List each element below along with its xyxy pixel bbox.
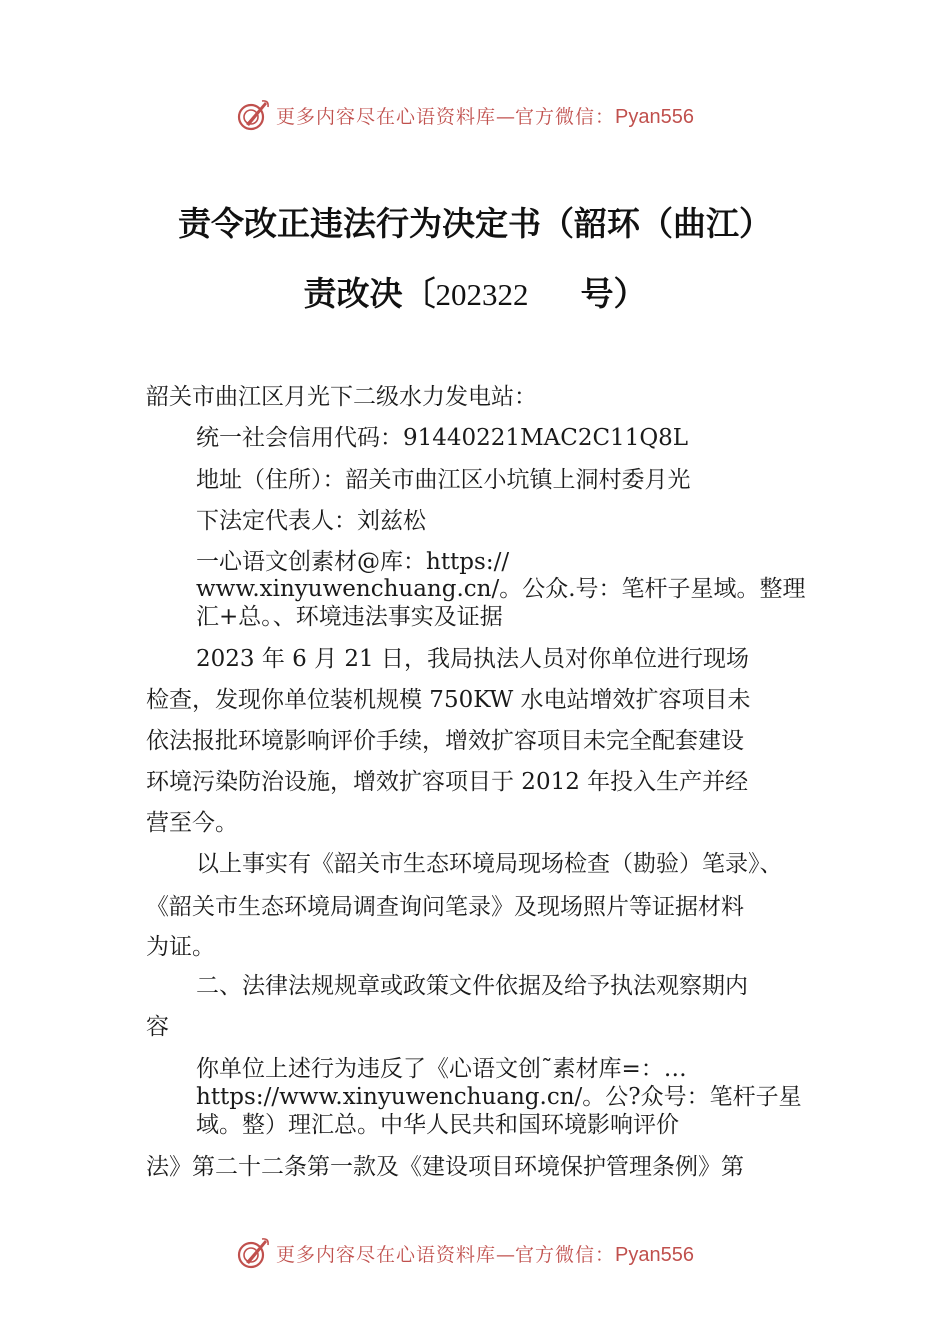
paragraph-2-line-3: 为证。 — [146, 934, 215, 960]
watermark-line-2: www.xinyuwenchuang.cn/。公众.号：笔杆子星域。整理 — [196, 576, 806, 602]
addressee: 韶关市曲江区月光下二级水力发电站： — [146, 384, 537, 410]
section-heading-2-cont: 容 — [146, 1014, 169, 1040]
section-heading-2: 二、法律法规规章或政策文件依据及给予执法观察期内 — [196, 973, 748, 999]
section-heading-1: 汇+总。、环境违法事实及证据 — [196, 604, 503, 630]
paragraph-3-line-2: https://www.xinyuwenchuang.cn/。公?众号：笔杆子星 — [196, 1084, 802, 1110]
paragraph-1-line-1: 2023 年 6 月 21 日，我局执法人员对你单位进行现场 — [196, 646, 749, 672]
quill-logo-icon — [236, 1236, 270, 1270]
paragraph-2-line-2: 《韶关市生态环境局调查询问笔录》及现场照片等证据材料 — [146, 894, 744, 920]
address: 地址（住所）：韶关市曲江区小坑镇上洞村委月光 — [196, 467, 691, 493]
watermark-line-1: 一心语文创素材@库：https:// — [196, 549, 510, 575]
banner-text: 更多内容尽在心语资料库—官方微信：Pyan556 — [276, 105, 694, 128]
document-title-line-2: 责改决〔202322 号） — [303, 274, 647, 313]
paragraph-3-line-1: 你单位上述行为违反了《心语文创˜素材库=：… — [196, 1056, 687, 1082]
paragraph-1-line-2: 检查，发现你单位装机规模 750KW 水电站增效扩容项目未 — [146, 687, 751, 713]
quill-logo-icon — [236, 98, 270, 132]
legal-representative: 下法定代表人：刘兹松 — [196, 508, 426, 534]
banner-text: 更多内容尽在心语资料库—官方微信：Pyan556 — [276, 1243, 694, 1266]
credit-code: 统一社会信用代码：91440221MAC2C11Q8L — [196, 425, 689, 451]
paragraph-1-line-5: 营至今。 — [146, 810, 238, 836]
paragraph-1-line-4: 环境污染防治设施，增效扩容项目于 2012 年投入生产并经 — [146, 769, 749, 795]
paragraph-1-line-3: 依法报批环境影响评价手续，增效扩容项目未完全配套建设 — [146, 728, 744, 754]
footer-watermark-banner — [0, 1233, 950, 1273]
paragraph-3-line-3: 域。整）理汇总。中华人民共和国环境影响评价 — [196, 1112, 679, 1138]
paragraph-2-line-1: 以上事实有《韶关市生态环境局现场检查（勘验）笔录》、 — [196, 851, 783, 877]
document-title-line-1: 责令改正违法行为决定书（韶环（曲江） — [178, 204, 772, 243]
header-watermark-banner — [0, 95, 950, 135]
paragraph-3-line-4: 法》第二十二条第一款及《建设项目环境保护管理条例》第 — [146, 1154, 744, 1180]
